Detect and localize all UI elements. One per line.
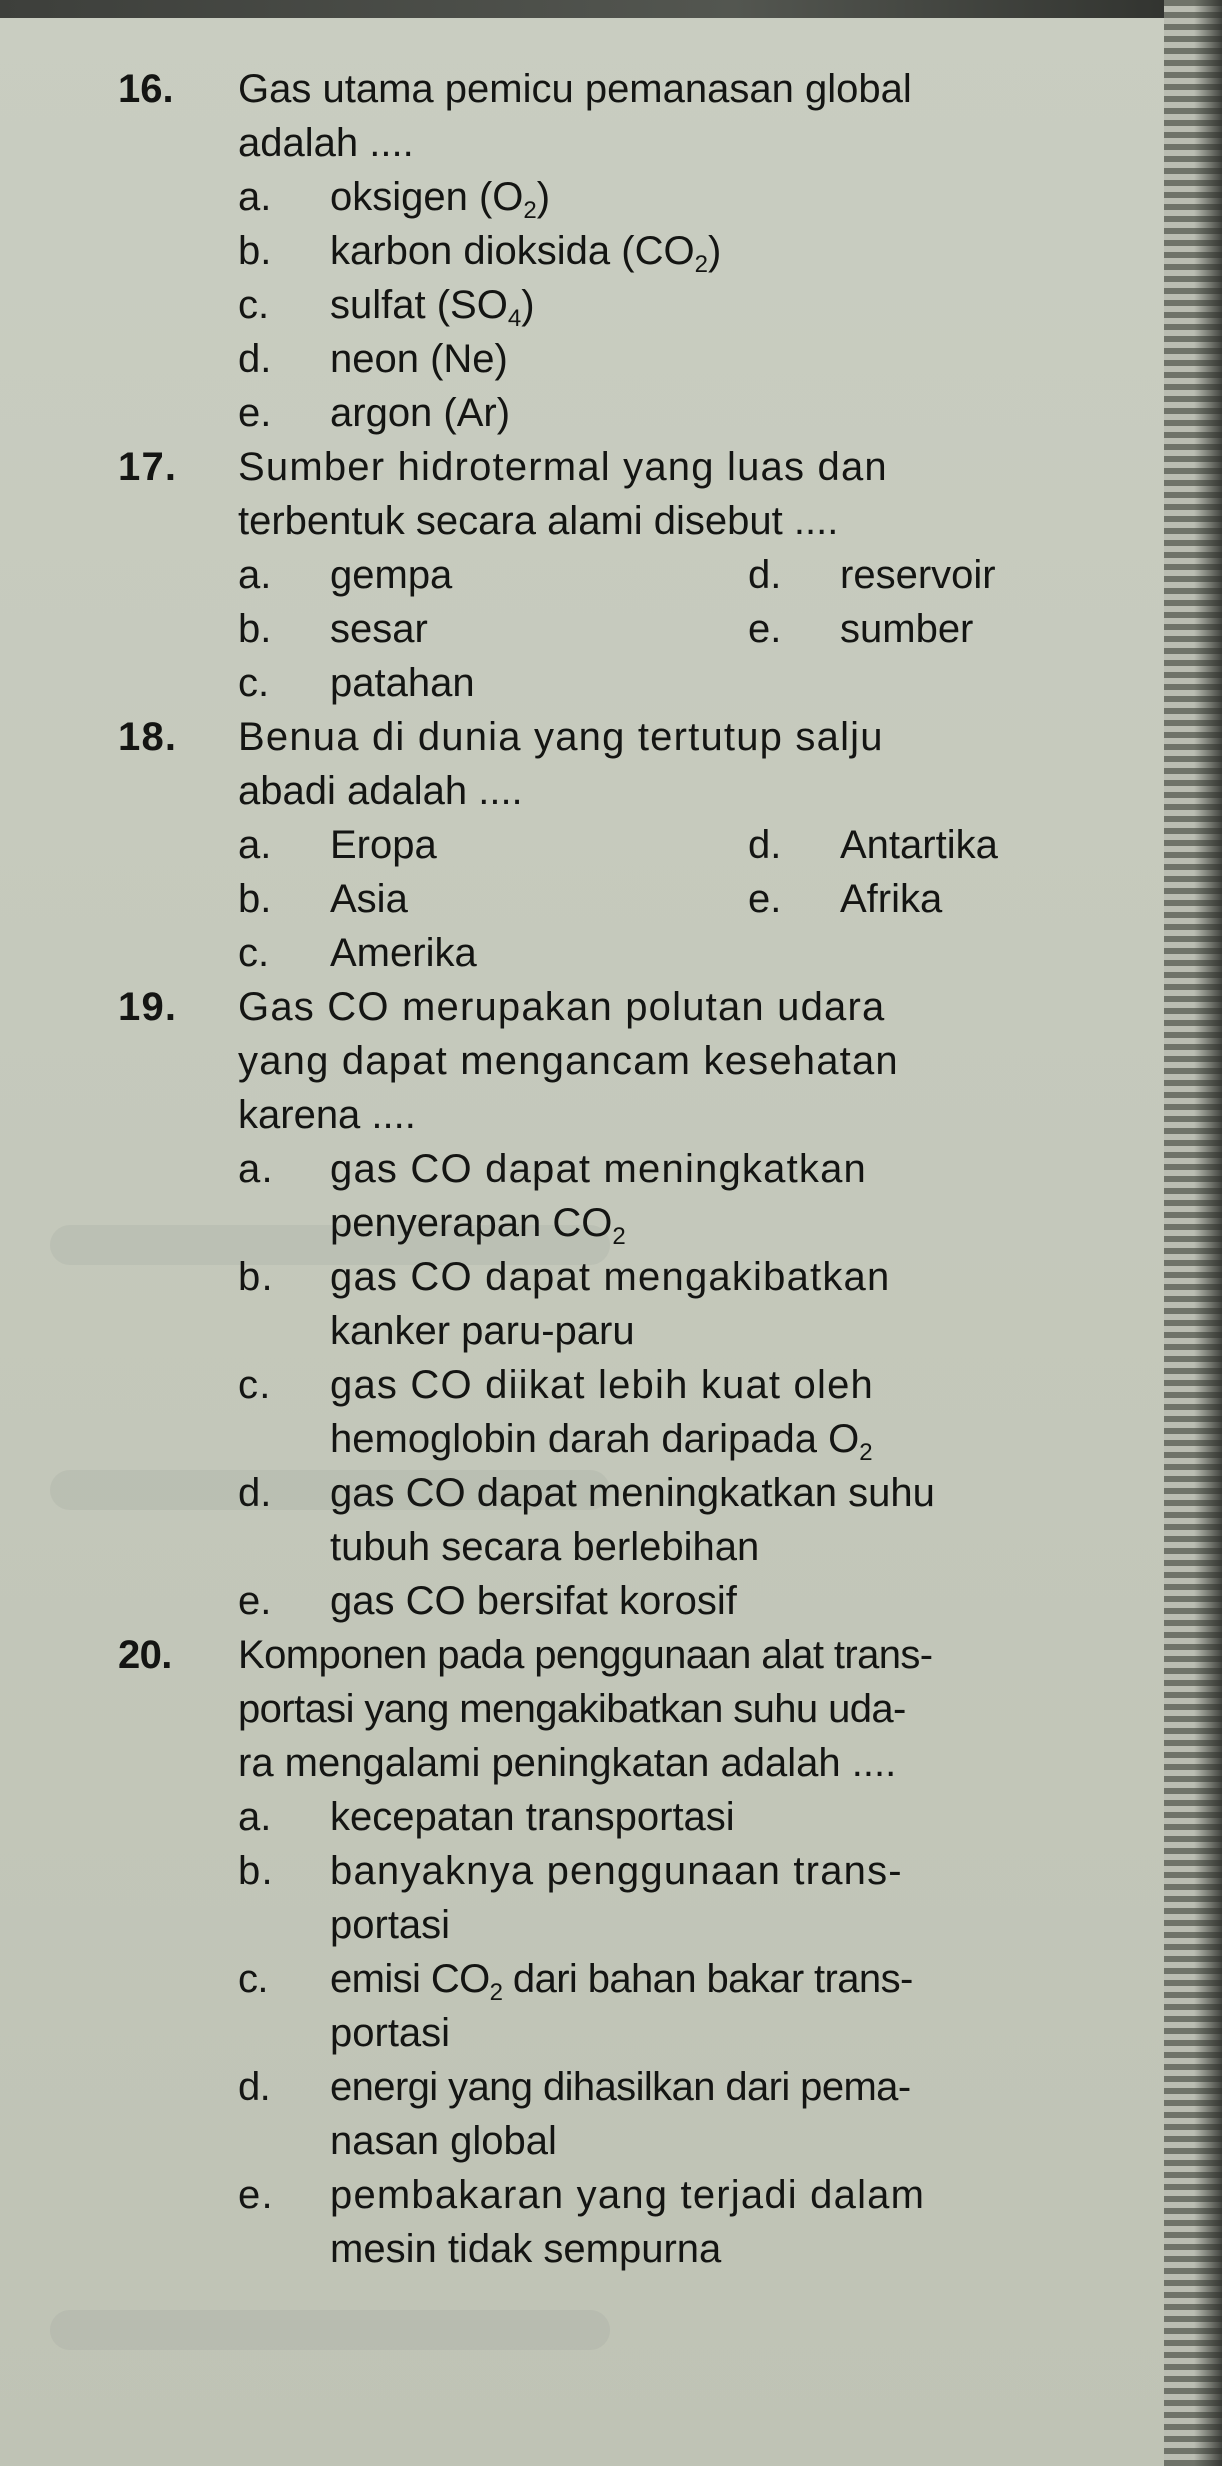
option-e: e. pembakaran yang terjadi dalam — [238, 2173, 926, 2217]
question-stem: Komponen pada penggunaan alat trans- — [238, 1633, 933, 1677]
question-stem: karena .... — [238, 1093, 416, 1137]
option-d: d. energi yang dihasilkan dari pema- — [238, 2065, 911, 2109]
question-stem: Gas CO merupakan polutan udara — [238, 985, 886, 1029]
option-b-continued: kanker paru-paru — [330, 1309, 635, 1353]
option-b: b. sesar — [238, 607, 428, 651]
question-20 — [118, 1628, 1148, 2276]
question-stem: Gas utama pemicu pemanasan global — [238, 67, 912, 111]
page-top-edge — [0, 0, 1222, 18]
option-row — [238, 872, 1148, 926]
option-e: e. gas CO bersifat korosif — [238, 1579, 737, 1623]
option-row — [238, 818, 1148, 872]
question-17 — [118, 440, 1148, 710]
question-19 — [118, 980, 1148, 1628]
question-stem: adalah .... — [238, 121, 414, 165]
option-d: d. Antartika — [748, 823, 998, 867]
option-e-continued: mesin tidak sempurna — [330, 2227, 722, 2271]
option-row — [238, 602, 1148, 656]
question-stem: portasi yang mengakibatkan suhu uda- — [238, 1687, 906, 1731]
option-a: a. gas CO dapat meningkatkan — [238, 1147, 867, 1191]
option-a: a. Eropa — [238, 823, 437, 867]
question-number: 19. — [118, 985, 178, 1029]
option-c: c. patahan — [238, 661, 475, 705]
option-c: c. Amerika — [238, 931, 477, 975]
option-row — [238, 548, 1148, 602]
paper-bleed-through — [50, 2310, 610, 2350]
option-b: b. banyaknya penggunaan trans- — [238, 1849, 903, 1893]
option-d: d. neon (Ne) — [238, 337, 508, 381]
option-c: c. sulfat $(SO_4)$ — [238, 283, 535, 332]
option-c: c. gas CO diikat lebih kuat oleh — [238, 1363, 874, 1407]
question-stem: Sumber hidrotermal yang luas dan — [238, 445, 888, 489]
option-c: c. emisi $CO_2$ dari bahan bakar trans- — [238, 1957, 913, 2006]
question-number: 17. — [118, 445, 178, 489]
option-e: e. sumber — [748, 607, 974, 651]
book-spine-edge — [1164, 0, 1222, 2466]
question-16 — [118, 62, 1148, 440]
question-number: 20. — [118, 1633, 172, 1677]
option-a-continued: penyerapan $CO_2$ — [330, 1201, 626, 1250]
option-b-continued: portasi — [330, 1903, 451, 1947]
question-list — [118, 62, 1148, 2276]
question-number: 18. — [118, 715, 178, 759]
option-d: d. reservoir — [748, 553, 996, 597]
question-stem: Benua di dunia yang tertutup salju — [238, 715, 884, 759]
question-stem: yang dapat mengancam kesehatan — [238, 1039, 899, 1083]
question-stem: abadi adalah .... — [238, 769, 523, 813]
question-stem: terbentuk secara alami disebut .... — [238, 499, 839, 543]
option-c-continued: hemoglobin darah daripada $O_2$ — [330, 1417, 873, 1466]
question-18 — [118, 710, 1148, 980]
question-stem: ra mengalami peningkatan adalah .... — [238, 1741, 897, 1785]
option-a: a. oksigen $(O_2)$ — [238, 175, 551, 224]
option-d: d. gas CO dapat meningkatkan suhu — [238, 1471, 935, 1515]
option-b: b. gas CO dapat mengakibatkan — [238, 1255, 891, 1299]
option-e: e. argon (Ar) — [238, 391, 511, 435]
option-a: a. kecepatan transportasi — [238, 1795, 735, 1839]
option-e: e. Afrika — [748, 877, 943, 921]
option-d-continued: nasan global — [330, 2119, 557, 2163]
option-a: a. gempa — [238, 553, 453, 597]
question-number: 16. — [118, 67, 174, 111]
option-d-continued: tubuh secara berlebihan — [330, 1525, 760, 1569]
option-b: b. karbon dioksida $(CO_2)$ — [238, 229, 722, 278]
option-b: b. Asia — [238, 877, 408, 921]
option-c-continued: portasi — [330, 2011, 451, 2055]
